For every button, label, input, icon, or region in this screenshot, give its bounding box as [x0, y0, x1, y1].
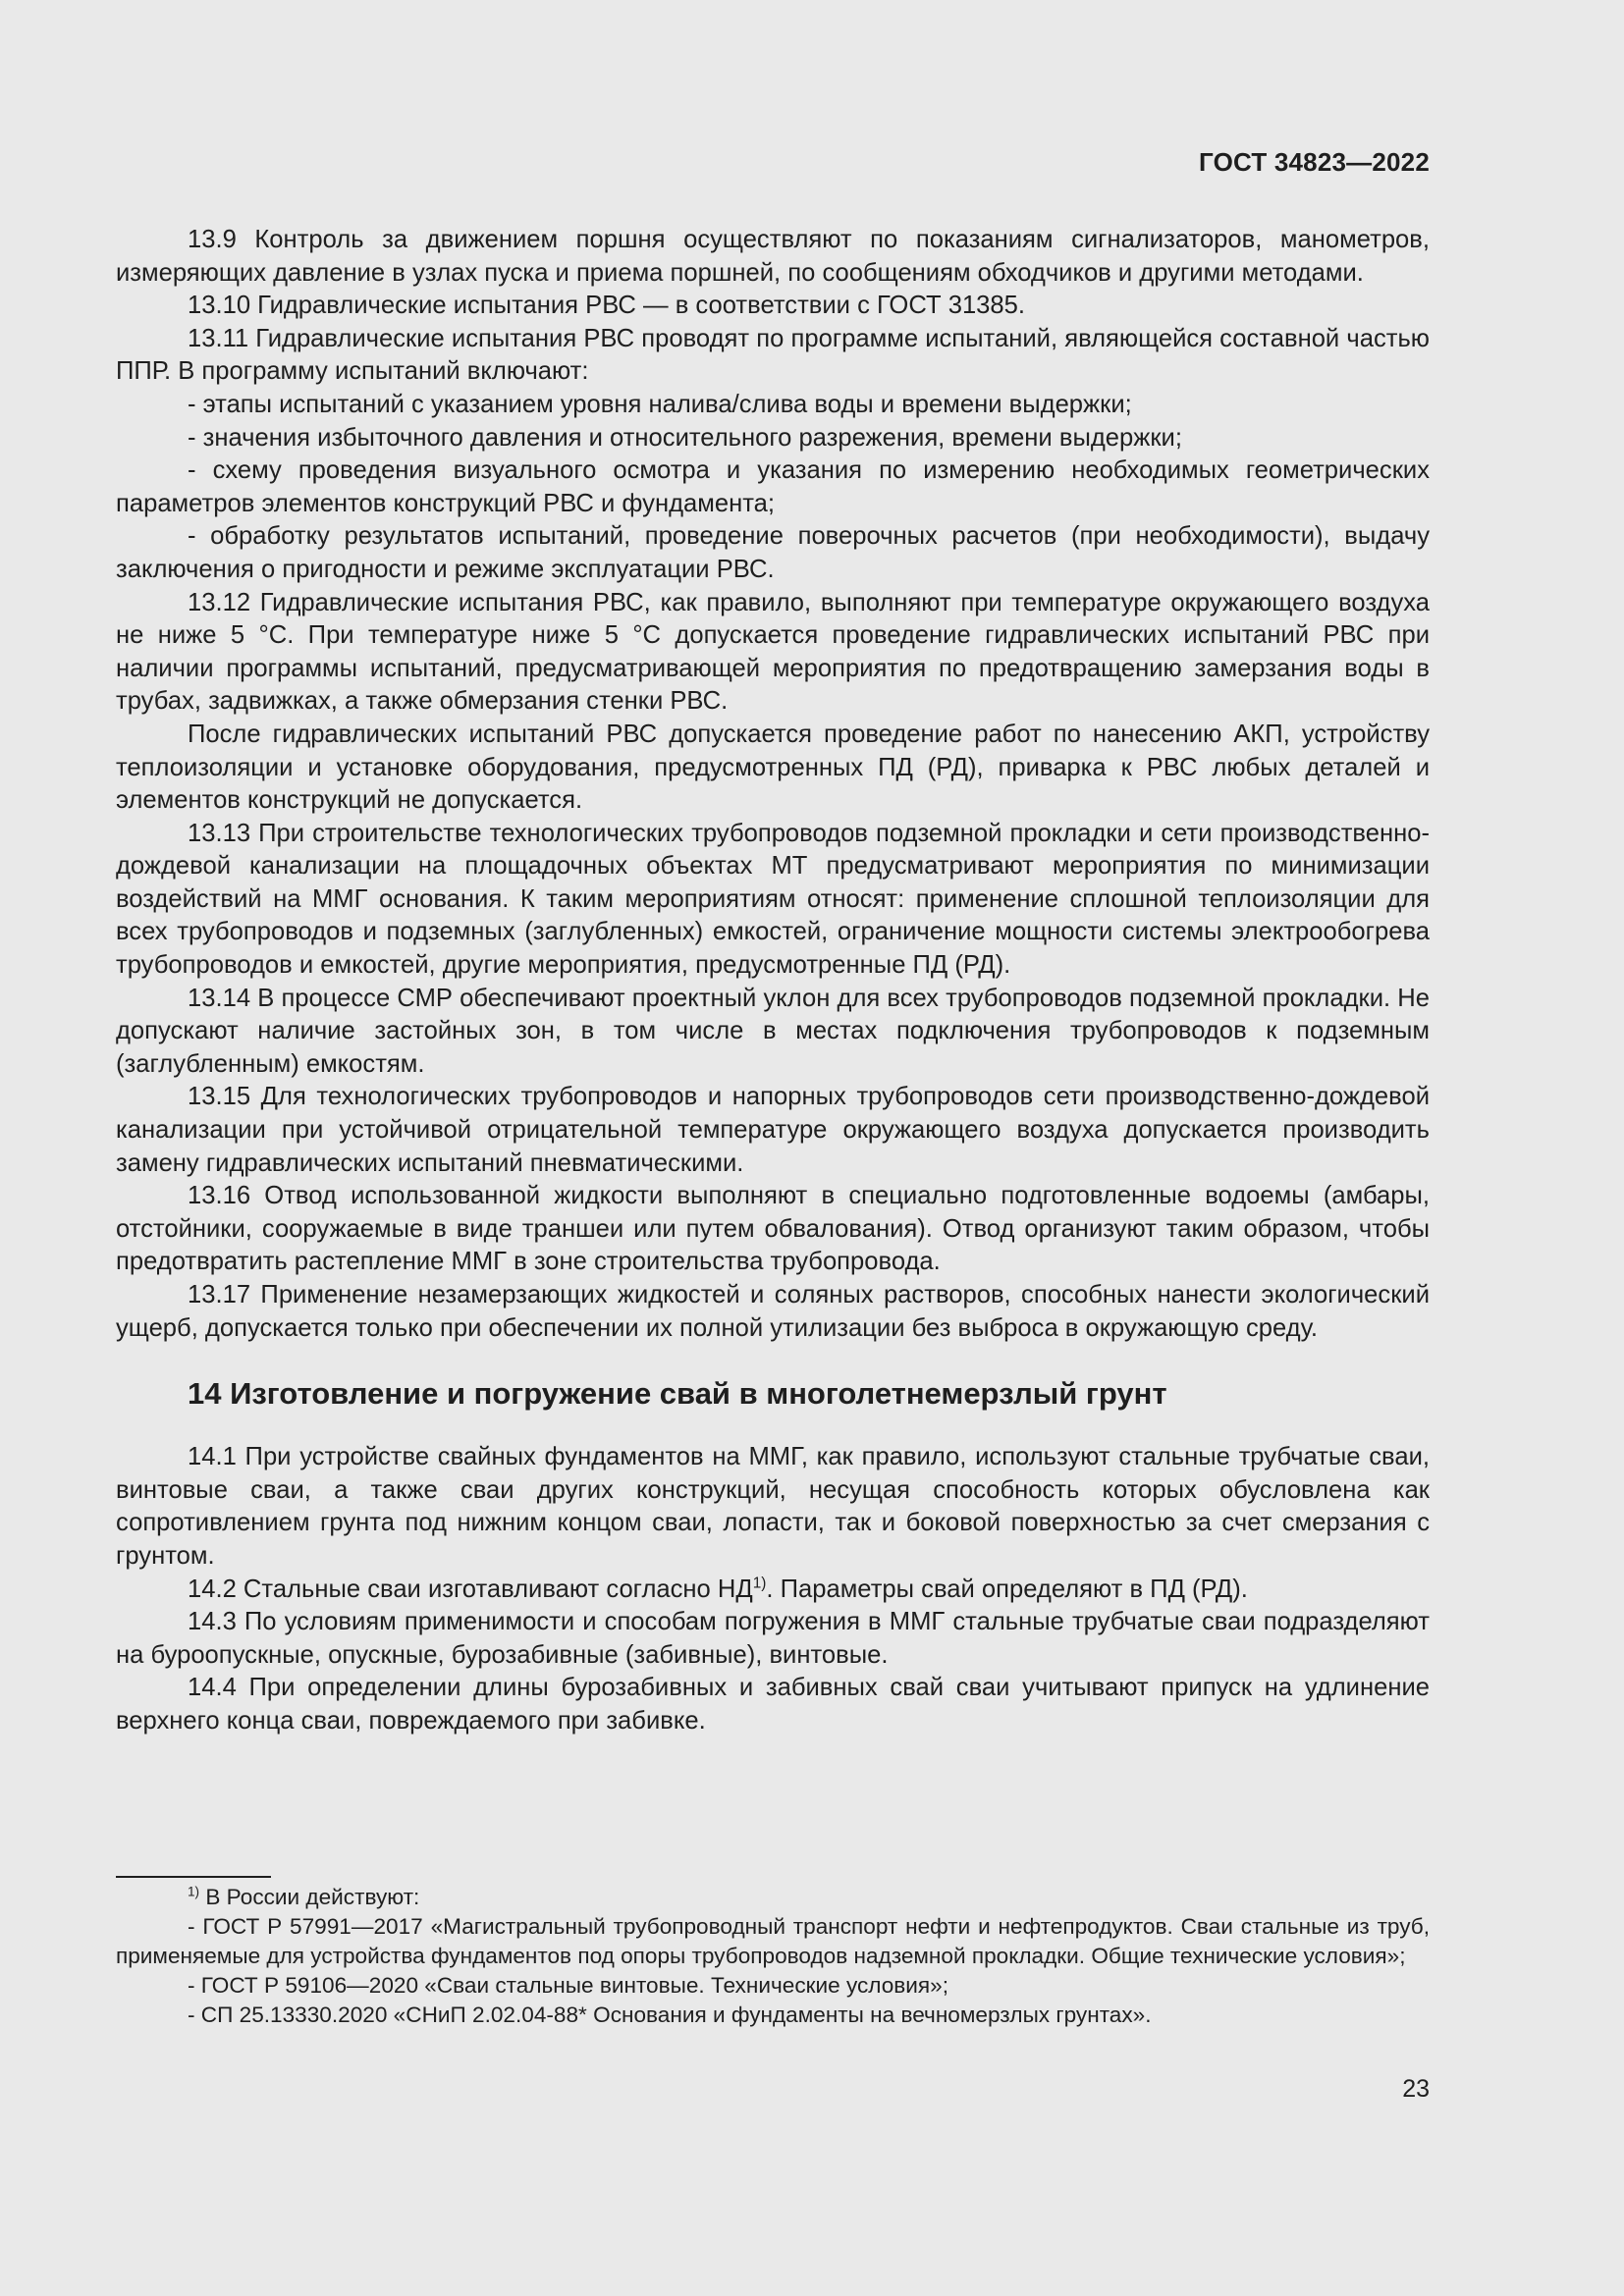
paragraph-13-12: 13.12 Гидравлические испытания РВС, как правило, выполняют при температуре окружающего воздуха не ниже 5 °С. При температуре ниже 5 °С допускается проведение гидравлических испытаний РВС при наличии программы испытаний, предусматривающей мероприятия по предотвращению замерзания воды в трубах, задвижках, а также обмерзания стенки РВС. [116, 588, 1430, 716]
footnote-intro-text: В России действуют: [199, 1885, 420, 1909]
list-item: - этапы испытаний с указанием уровня налива/слива воды и времени выдержки; [188, 390, 1132, 418]
paragraph-14-3: 14.3 По условиям применимости и способам погружения в ММГ стальные трубчатые сваи подразделяют на буроопускные, опускные, бурозабивные (забивные), винтовые. [116, 1608, 1430, 1669]
footnote-reference: 1) [752, 1575, 767, 1592]
footnote-item: - ГОСТ Р 57991—2017 «Магистральный трубопроводный транспорт нефти и нефтепродуктов. Сваи стальные из труб, применяемые для устройства фундаментов под опоры трубопроводов надземной прокладки. Общие технические условия»; [116, 1914, 1430, 1968]
paragraph-14-1: 14.1 При устройстве свайных фундаментов на ММГ, как правило, используют стальные трубчатые сваи, винтовые сваи, а также сваи других конструкций, несущая способность которых обусловлена как сопротивлением грунта под нижним концом сваи, лопасти, так и боковой поверхностью за счет смерзания с грунтом. [116, 1443, 1430, 1570]
paragraph-14-2-text: 14.2 Стальные сваи изготавливают согласно НД [188, 1575, 753, 1603]
paragraph-13-11: 13.11 Гидравлические испытания РВС проводят по программе испытаний, являющейся составной частью ППР. В программу испытаний включают: [116, 324, 1430, 386]
paragraph-13-16: 13.16 Отвод использованной жидкости выполняют в специально подготовленные водоемы (амбары, отстойники, сооружаемые в виде траншеи или путем обвалования). Отвод организуют таким образом, чтобы предотвратить растепление ММГ в зоне строительства трубопровода. [116, 1182, 1430, 1276]
footnotes [116, 1883, 1430, 2030]
footnote-separator [116, 1876, 271, 1878]
paragraph-13-15: 13.15 Для технологических трубопроводов и напорных трубопроводов сети производственно-дождевой канализации при устойчивой отрицательной температуре окружающего воздуха допускается производить замену гидравлических испытаний пневматическими. [116, 1083, 1430, 1177]
paragraph-13-17: 13.17 Применение незамерзающих жидкостей и соляных растворов, способных нанести экологический ущерб, допускается только при обеспечении их полной утилизации без выброса в окружающую среду. [116, 1281, 1430, 1342]
paragraph-13-13: 13.13 При строительстве технологических трубопроводов подземной прокладки и сети производственно-дождевой канализации на площадочных объектах МТ предусматривают мероприятия по минимизации воздействий на ММГ основания. К таким мероприятиям относят: применение сплошной теплоизоляции для всех трубопроводов и подземных (заглубленных) емкостей, ограничение мощности системы электрообогрева трубопроводов и емкостей, другие мероприятия, предусмотренные ПД (РД). [116, 819, 1430, 980]
list-item: - значения избыточного давления и относительного разрежения, времени выдержки; [188, 423, 1182, 452]
footnote-item: - ГОСТ Р 59106—2020 «Сваи стальные винтовые. Технические условия»; [188, 1973, 949, 1998]
paragraph-14-2 [116, 1574, 1430, 1607]
document-code-header: ГОСТ 34823—2022 [1199, 147, 1430, 177]
paragraph-14-4: 14.4 При определении длины бурозабивных и забивных свай сваи учитывают припуск на удлинение верхнего конца сваи, повреждаемого при забивке. [116, 1674, 1430, 1735]
footnote-marker: 1) [188, 1884, 200, 1899]
list-item: - схему проведения визуального осмотра и указания по измерению необходимых геометрических параметров элементов конструкций РВС и фундамента; [116, 456, 1430, 517]
paragraph-13-10: 13.10 Гидравлические испытания РВС — в соответствии с ГОСТ 31385. [188, 292, 1025, 320]
paragraph-13-14: 13.14 В процессе СМР обеспечивают проектный уклон для всех трубопроводов подземной прокладки. Не допускают наличие застойных зон, в том числе в местах подключения трубопроводов к подземным (заглубленным) емкостям. [116, 984, 1430, 1078]
paragraph-13-12-continued: После гидравлических испытаний РВС допускается проведение работ по нанесению АКП, устройству теплоизоляции и установке оборудования, предусмотренных ПД (РД), приварка к РВС любых деталей и элементов конструкций не допускается. [116, 720, 1430, 815]
section-14-title: 14 Изготовление и погружение свай в многолетнемерзлый грунт [188, 1376, 1167, 1412]
footnote-item: - СП 25.13330.2020 «СНиП 2.02.04-88* Основания и фундаменты на вечномерзлых грунтах». [188, 2002, 1152, 2027]
paragraph-14-2-text-end: . Параметры свай определяют в ПД (РД). [766, 1575, 1248, 1603]
footnote-intro [116, 1883, 1430, 1912]
page-number: 23 [1402, 2075, 1430, 2103]
paragraph-13-9: 13.9 Контроль за движением поршня осуществляют по показаниям сигнализаторов, манометров, измеряющих давление в узлах пуска и приема поршней, по сообщениям обходчиков и другими методами. [116, 226, 1430, 287]
main-text [116, 224, 1430, 1738]
list-item: - обработку результатов испытаний, проведение поверочных расчетов (при необходимости), выдачу заключения о пригодности и режиме эксплуатации РВС. [116, 522, 1430, 583]
